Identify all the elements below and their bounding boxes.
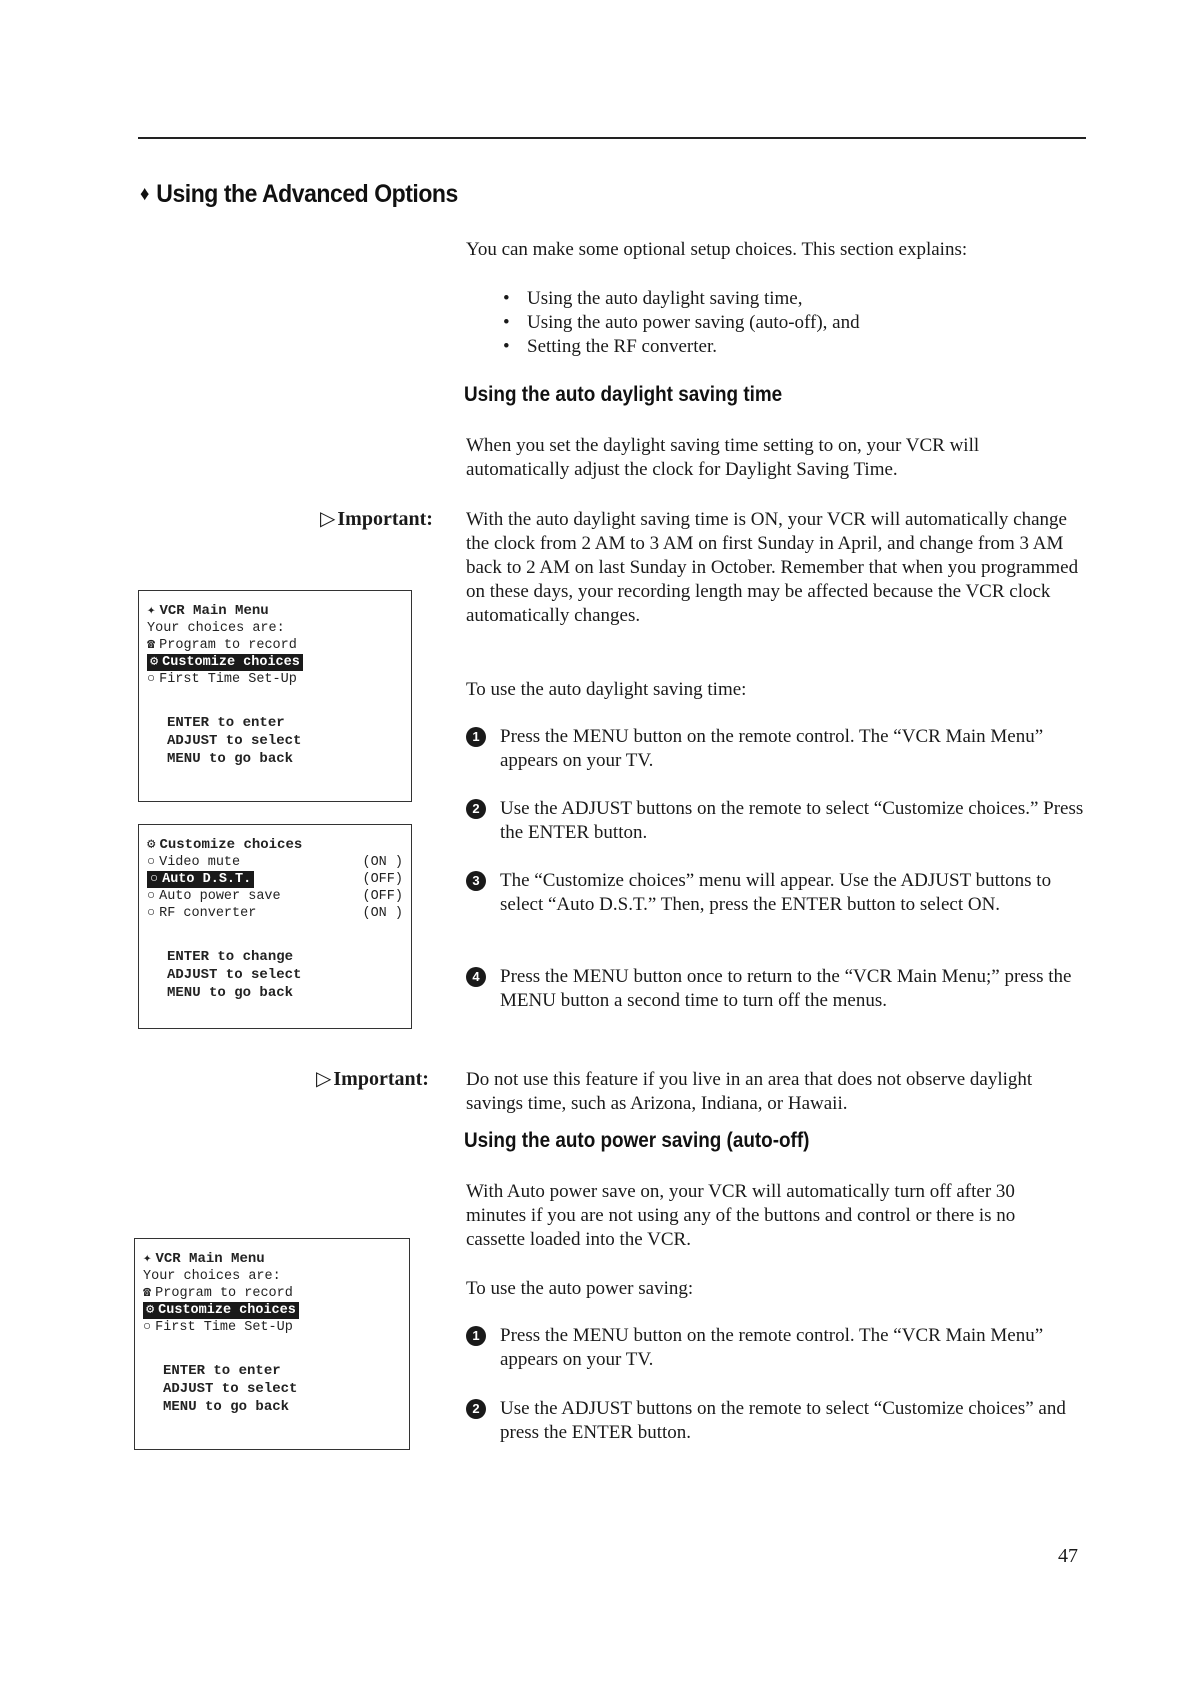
step-item: 3 The “Customize choices” menu will appear. Use the ADJUST buttons to select “Auto D.S.T.” Then, press the ENTER button to select ON. xyxy=(466,869,1091,917)
gear-icon: ⚙ xyxy=(150,655,159,670)
step-number-icon: 1 xyxy=(466,727,486,747)
list-item: • Setting the RF converter. xyxy=(503,335,860,359)
important-label: ▷ Important: xyxy=(316,1068,429,1090)
step-item: 2 Use the ADJUST buttons on the remote to select “Customize choices” and press the ENTER button. xyxy=(466,1397,1091,1445)
autooff-lead: To use the auto power saving: xyxy=(466,1278,694,1299)
intro-text: You can make some optional setup choices. This section explains: xyxy=(466,239,968,260)
step-number-icon: 3 xyxy=(466,871,486,891)
step-number-icon: 1 xyxy=(466,1326,486,1346)
triangle-icon: ▷ xyxy=(320,508,336,530)
gear-icon: ⚙ xyxy=(146,1303,155,1318)
dst-text: When you set the daylight saving time setting to on, your VCR will automatically adjust the clock for Daylight Saving Time. xyxy=(466,435,980,480)
list-item: • Using the auto power saving (auto-off), and xyxy=(503,311,860,335)
page-number: 47 xyxy=(1058,1545,1078,1567)
important-text: Do not use this feature if you live in an area that does not observe daylight savings time, such as Arizona, Indiana, or Hawaii. xyxy=(466,1069,1033,1114)
circle-icon: ○ xyxy=(143,1320,152,1335)
menu-item-selected: ⚙ Customize choices xyxy=(147,654,303,671)
screen-title: ✦ VCR Main Menu xyxy=(147,603,269,619)
vcr-icon: ✦ xyxy=(143,1251,152,1267)
tv-screen-customize xyxy=(138,824,412,1029)
important-text: With the auto daylight saving time is ON, your VCR will automatically change the clock from 2 AM to 3 AM on first Sunday in April, and change from 3 AM back to 2 AM on last Sunday in October. Remember that when you programmed on these days, your recording length may be affected because the VCR clock automatically changes. xyxy=(466,509,1079,626)
option-row: ○ Auto D.S.T. (OFF) xyxy=(147,871,403,888)
triangle-icon: ▷ xyxy=(316,1068,332,1090)
circle-icon: ○ xyxy=(147,906,156,921)
menu-item-selected: ○ Auto D.S.T. xyxy=(147,871,254,888)
autooff-text: With Auto power save on, your VCR will automatically turn off after 30 minutes if you are not using any of the buttons and control or there is no cassette loaded into the VCR. xyxy=(466,1181,1016,1250)
menu-item-selected: ⚙ Customize choices xyxy=(143,1302,299,1319)
circle-icon: ○ xyxy=(147,889,156,904)
step-item: 2 Use the ADJUST buttons on the remote to select “Customize choices.” Press the ENTER button. xyxy=(466,797,1091,845)
dst-lead: To use the auto daylight saving time: xyxy=(466,679,747,700)
circle-icon: ○ xyxy=(147,855,156,870)
gear-icon: ⚙ xyxy=(147,837,156,853)
step-number-icon: 4 xyxy=(466,967,486,987)
circle-icon: ○ xyxy=(147,672,156,687)
step-number-icon: 2 xyxy=(466,799,486,819)
diamond-icon: ♦ xyxy=(140,183,149,205)
step-item: 1 Press the MENU button on the remote control. The “VCR Main Menu” appears on your TV. xyxy=(466,725,1091,773)
screen-help: ENTER to enter ADJUST to select MENU to go back xyxy=(167,715,302,767)
autooff-heading: Using the auto power saving (auto-off) xyxy=(464,1129,810,1152)
page-title xyxy=(140,180,458,209)
option-row: ○ Auto power save (OFF) xyxy=(147,889,403,904)
page-title-text: Using the Advanced Options xyxy=(156,180,458,208)
option-row: ○ Video mute (ON ) xyxy=(147,855,403,870)
tv-screen-main-menu: ✦ VCR Main Menu Your choices are: ☎ Program to record ⚙ Customize choices ○ First Time Set-Up ENTER to enter ADJUST to select MENU to go back xyxy=(134,1238,410,1450)
step-item: 4 Press the MENU button once to return to the “VCR Main Menu;” press the MENU button a second time to turn off the menus. xyxy=(466,965,1091,1013)
tv-screen-main-menu: ✦ VCR Main Menu Your choices are: ☎ Program to record ⚙ Customize choices ○ First Time Set-Up ENTER to enter ADJUST to select MENU to go back xyxy=(138,590,412,802)
step-number-icon: 2 xyxy=(466,1399,486,1419)
important-label: ▷ Important: xyxy=(320,508,433,530)
screen-help: ENTER to enter ADJUST to select MENU to go back xyxy=(163,1363,298,1415)
screen-help: ENTER to change ADJUST to select MENU to go back xyxy=(167,949,302,1001)
step-item: 1 Press the MENU button on the remote control. The “VCR Main Menu” appears on your TV. xyxy=(466,1324,1091,1372)
screen-title: ✦ VCR Main Menu xyxy=(143,1251,265,1267)
phone-icon: ☎ xyxy=(147,638,156,653)
top-rule xyxy=(138,137,1086,139)
option-row: ○ RF converter (ON ) xyxy=(147,906,403,921)
screen-title: ⚙ Customize choices xyxy=(147,837,303,853)
circle-icon: ○ xyxy=(150,872,159,887)
phone-icon: ☎ xyxy=(143,1286,152,1301)
dst-heading: Using the auto daylight saving time xyxy=(464,383,783,406)
intro-bullet-list xyxy=(503,287,860,359)
vcr-icon: ✦ xyxy=(147,603,156,619)
list-item: • Using the auto daylight saving time, xyxy=(503,287,860,311)
